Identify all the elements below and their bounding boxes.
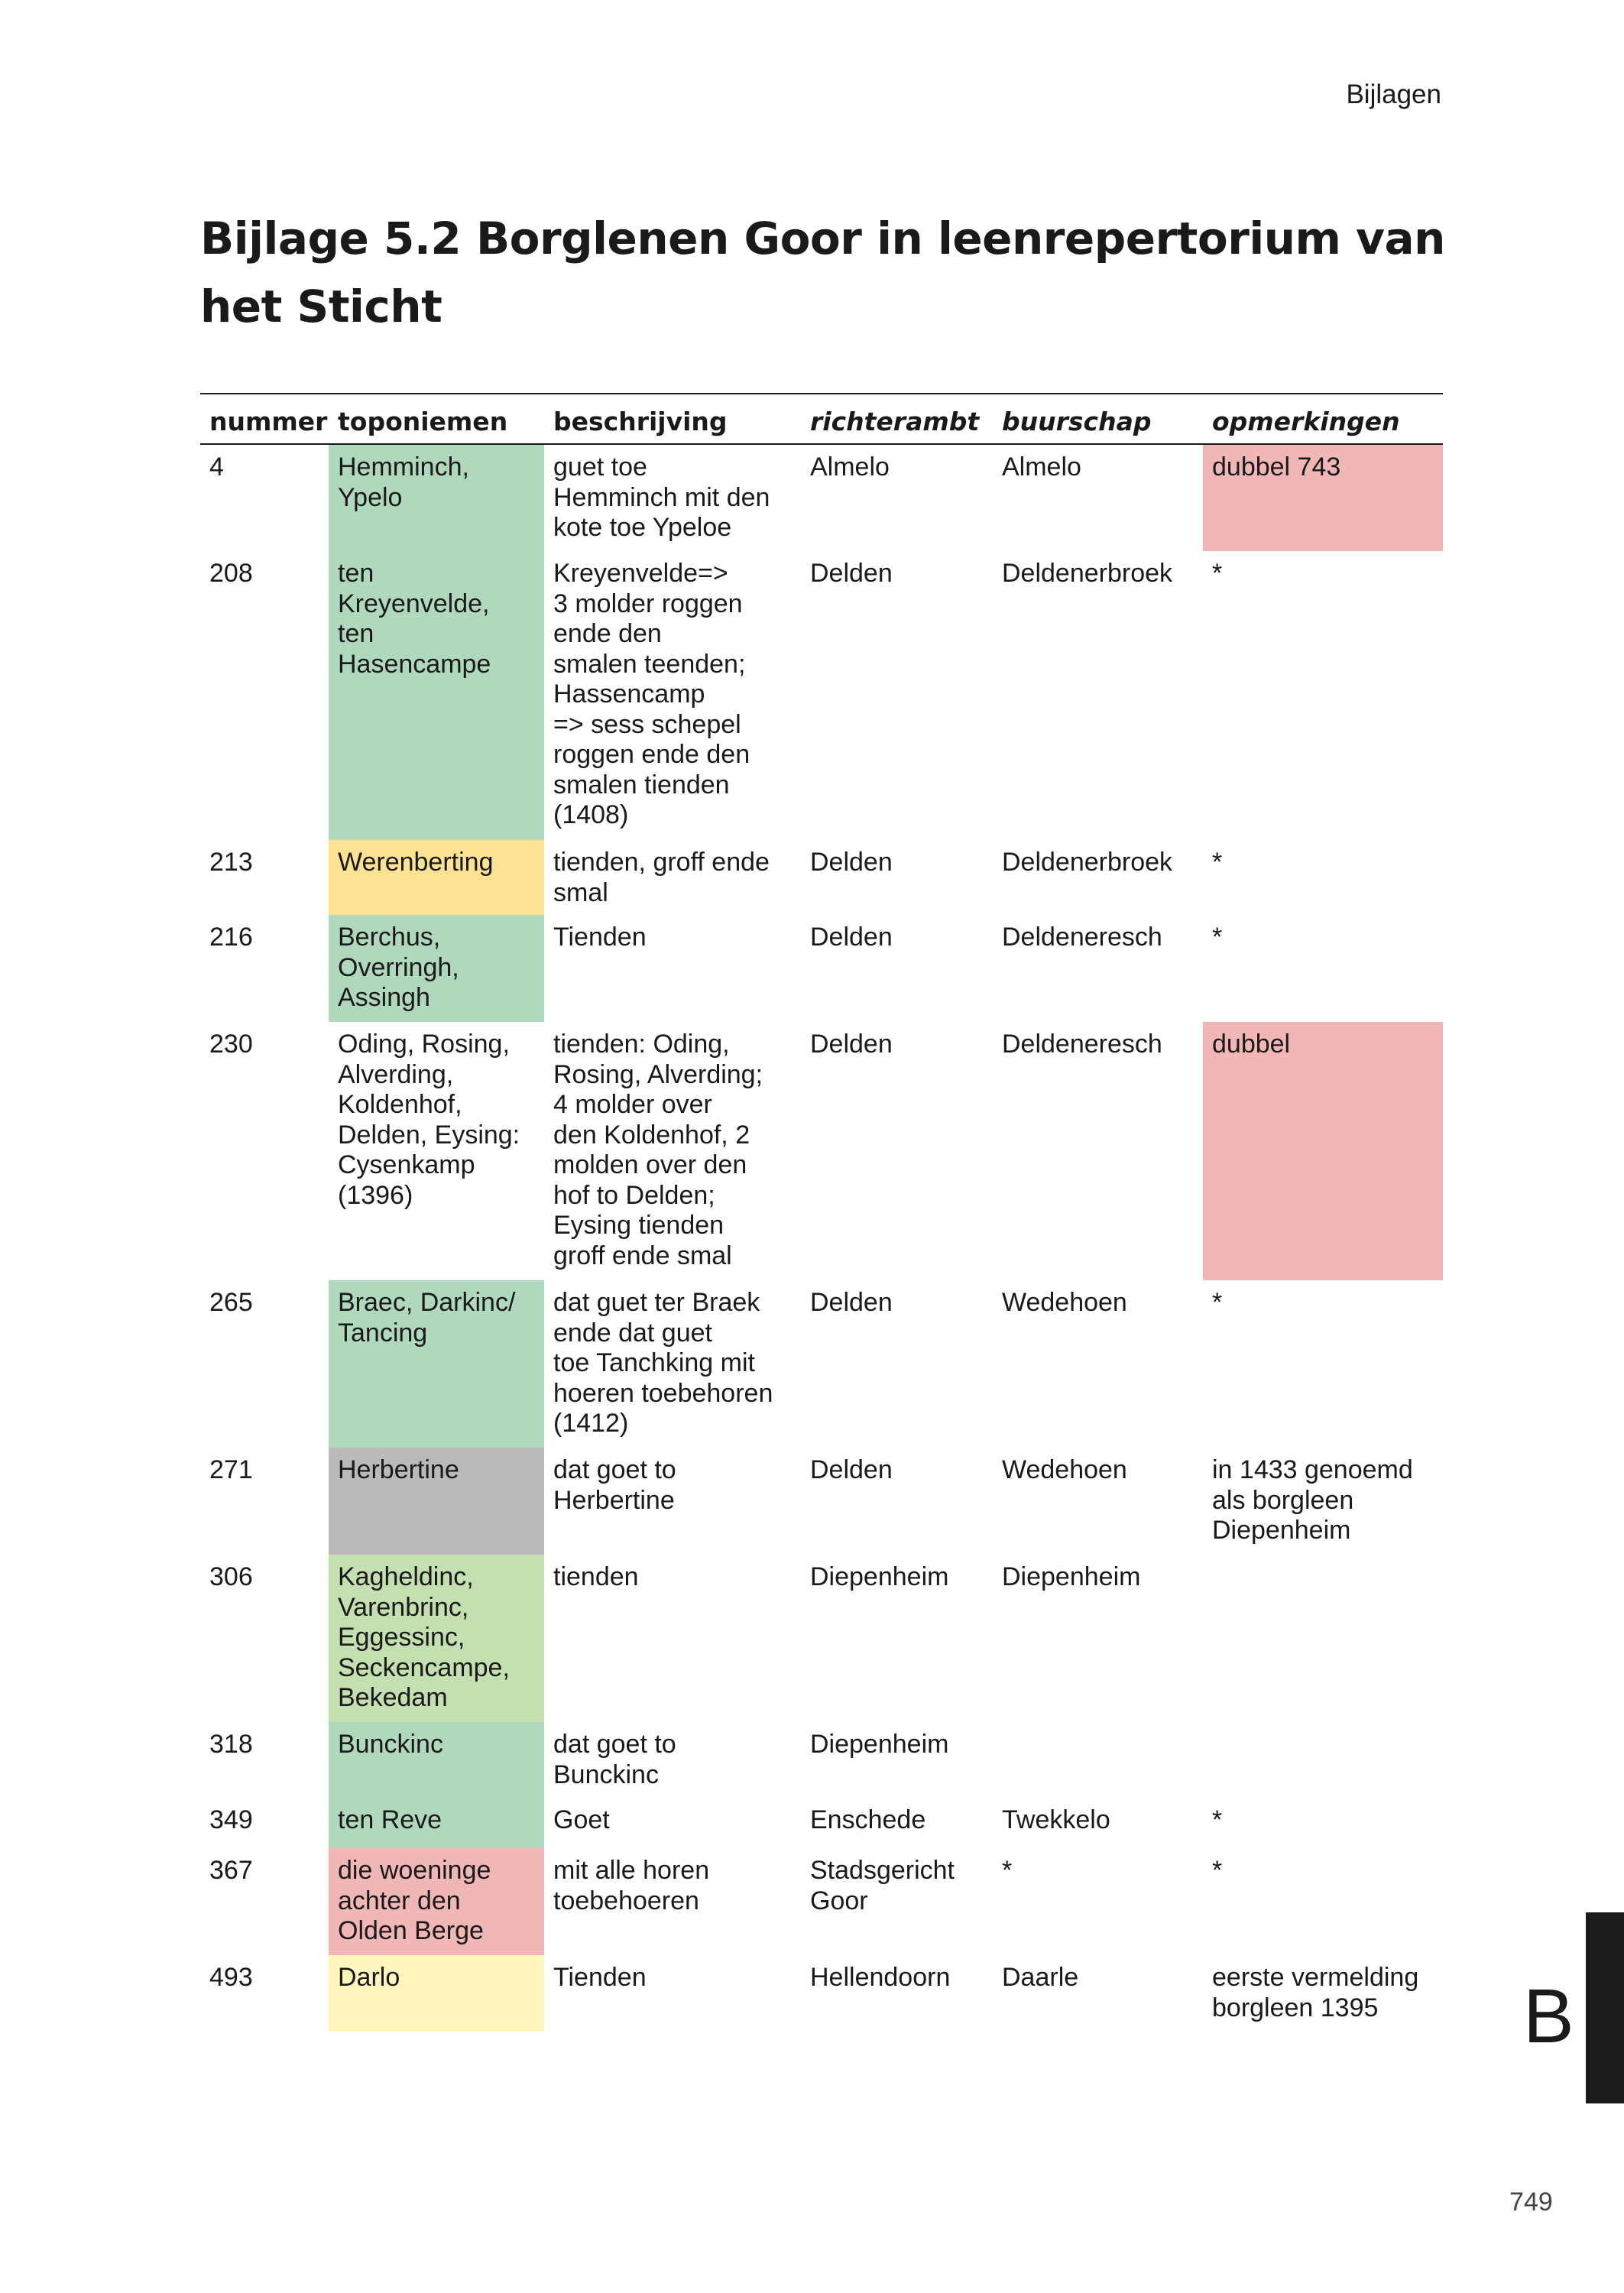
cell-opmerkingen [1203, 1555, 1443, 1722]
table-row [200, 1555, 1443, 1722]
cell-nummer: 213 [209, 848, 253, 877]
cell-nummer: 4 [209, 452, 224, 482]
cell-richterambt: Diepenheim [810, 1730, 949, 1759]
cell-beschrijving: Tienden [553, 1963, 647, 1992]
header-nummer: nummer [200, 394, 329, 444]
cell-nummer: 493 [209, 1963, 253, 1992]
cell-beschrijving: Tienden [553, 923, 647, 952]
table-row [200, 1955, 1443, 2032]
cell-toponiemen: Braec, Darkinc/ Tancing [329, 1280, 544, 1448]
cell-buurschap: Diepenheim [1002, 1562, 1141, 1591]
running-head: Bijlagen [1346, 79, 1441, 109]
table-row [200, 551, 1443, 840]
cell-toponiemen: die woeninge achter den Olden Berge [329, 1848, 544, 1955]
cell-beschrijving: tienden, groff ende smal [553, 848, 770, 907]
cell-buurschap: Almelo [1002, 452, 1081, 482]
cell-richterambt: Delden [810, 923, 893, 952]
table-row [200, 1798, 1443, 1848]
cell-buurschap: Deldenerbroek [1002, 559, 1173, 588]
header-buurschap: buurschap [993, 394, 1203, 444]
cell-beschrijving: guet toe Hemminch mit den kote toe Ypeloe [553, 452, 770, 542]
cell-opmerkingen: dubbel [1203, 1022, 1443, 1280]
cell-toponiemen: ten Kreyenvelde, ten Hasencampe [329, 551, 544, 840]
cell-opmerkingen: * [1212, 1288, 1223, 1317]
table-header-row [200, 394, 1443, 444]
cell-buurschap: Twekkelo [1002, 1805, 1110, 1834]
header-richterambt: richterambt [801, 394, 993, 444]
cell-beschrijving: tienden: Oding, Rosing, Alverding; 4 molder over den Koldenhof, 2 molden over den hof to Delden; Eysing tienden groff ende smal [553, 1030, 763, 1270]
cell-buurschap: Deldeneresch [1002, 923, 1162, 952]
cell-opmerkingen: * [1212, 1805, 1223, 1834]
cell-beschrijving: Goet [553, 1805, 610, 1834]
cell-richterambt: Enschede [810, 1805, 926, 1834]
cell-nummer: 230 [209, 1030, 253, 1059]
cell-opmerkingen: in 1433 genoemd als borgleen Diepenheim [1212, 1455, 1413, 1545]
cell-toponiemen: Herbertine [329, 1448, 544, 1555]
table-row [200, 1722, 1443, 1798]
cell-nummer: 216 [209, 923, 253, 952]
cell-beschrijving: Kreyenvelde=> 3 molder roggen ende den smalen teenden; Hassencamp => sess schepel roggen ende den smalen tienden (1408) [553, 559, 750, 829]
cell-richterambt: Delden [810, 1455, 893, 1484]
cell-opmerkingen [1203, 1722, 1443, 1798]
table-row [200, 1280, 1443, 1448]
cell-beschrijving: dat goet to Bunckinc [553, 1730, 676, 1789]
cell-toponiemen: Werenberting [329, 840, 544, 915]
section-tab-marker [1586, 1912, 1624, 2103]
cell-beschrijving: dat guet ter Braek ende dat guet toe Tanchking mit hoeren toebehoren (1412) [553, 1288, 773, 1438]
cell-opmerkingen: * [1212, 1856, 1223, 1885]
cell-toponiemen: Kagheldinc, Varenbrinc, Eggessinc, Seckencampe, Bekedam [329, 1555, 544, 1722]
cell-opmerkingen: eerste vermelding borgleen 1395 [1212, 1963, 1419, 2022]
cell-nummer: 306 [209, 1562, 253, 1591]
cell-beschrijving: tienden [553, 1562, 639, 1591]
cell-richterambt: Delden [810, 1288, 893, 1317]
header-beschrijving: beschrijving [544, 394, 801, 444]
cell-opmerkingen: * [1212, 559, 1223, 588]
page-number: 749 [1509, 2188, 1553, 2217]
table-row [200, 840, 1443, 915]
cell-nummer: 367 [209, 1856, 253, 1885]
header-opmerkingen: opmerkingen [1203, 394, 1443, 444]
table-row [200, 444, 1443, 551]
cell-nummer: 265 [209, 1288, 253, 1317]
table-row [200, 1848, 1443, 1955]
cell-opmerkingen: * [1212, 848, 1223, 877]
cell-beschrijving: dat goet to Herbertine [553, 1455, 676, 1515]
cell-toponiemen: Hemminch, Ypelo [329, 444, 544, 551]
table-row [200, 1022, 1443, 1280]
cell-richterambt: Delden [810, 1030, 893, 1059]
cell-beschrijving: mit alle horen toebehoeren [553, 1856, 710, 1915]
table-row [200, 1448, 1443, 1555]
header-toponiemen: toponiemen [329, 394, 544, 444]
cell-toponiemen: Bunckinc [329, 1722, 544, 1798]
cell-buurschap: * [1002, 1856, 1013, 1885]
cell-nummer: 318 [209, 1730, 253, 1759]
cell-buurschap: Daarle [1002, 1963, 1079, 1992]
cell-toponiemen: Darlo [329, 1955, 544, 2032]
cell-toponiemen: Oding, Rosing, Alverding, Koldenhof, Delden, Eysing: Cysenkamp (1396) [338, 1030, 520, 1210]
cell-buurschap: Deldenerbroek [1002, 848, 1173, 877]
cell-toponiemen: ten Reve [329, 1798, 544, 1848]
cell-buurschap: Wedehoen [1002, 1455, 1127, 1484]
cell-nummer: 349 [209, 1805, 253, 1834]
cell-opmerkingen: dubbel 743 [1203, 444, 1443, 551]
cell-buurschap: Deldeneresch [1002, 1030, 1162, 1059]
section-tab-letter: B [1523, 1974, 1574, 2059]
table-row [200, 915, 1443, 1022]
cell-nummer: 271 [209, 1455, 253, 1484]
cell-richterambt: Hellendoorn [810, 1963, 951, 1992]
cell-richterambt: Almelo [810, 452, 890, 482]
borglenen-table [200, 393, 1443, 2032]
cell-toponiemen: Berchus, Overringh, Assingh [329, 915, 544, 1022]
cell-richterambt: Delden [810, 559, 893, 588]
cell-buurschap [993, 1722, 1203, 1798]
cell-richterambt: Delden [810, 848, 893, 877]
cell-richterambt: Stadsgericht Goor [810, 1856, 955, 1915]
page-title: Bijlage 5.2 Borglenen Goor in leenrepertorium van het Sticht [200, 212, 1445, 332]
cell-nummer: 208 [209, 559, 253, 588]
cell-richterambt: Diepenheim [810, 1562, 949, 1591]
cell-buurschap: Wedehoen [1002, 1288, 1127, 1317]
cell-opmerkingen: * [1212, 923, 1223, 952]
